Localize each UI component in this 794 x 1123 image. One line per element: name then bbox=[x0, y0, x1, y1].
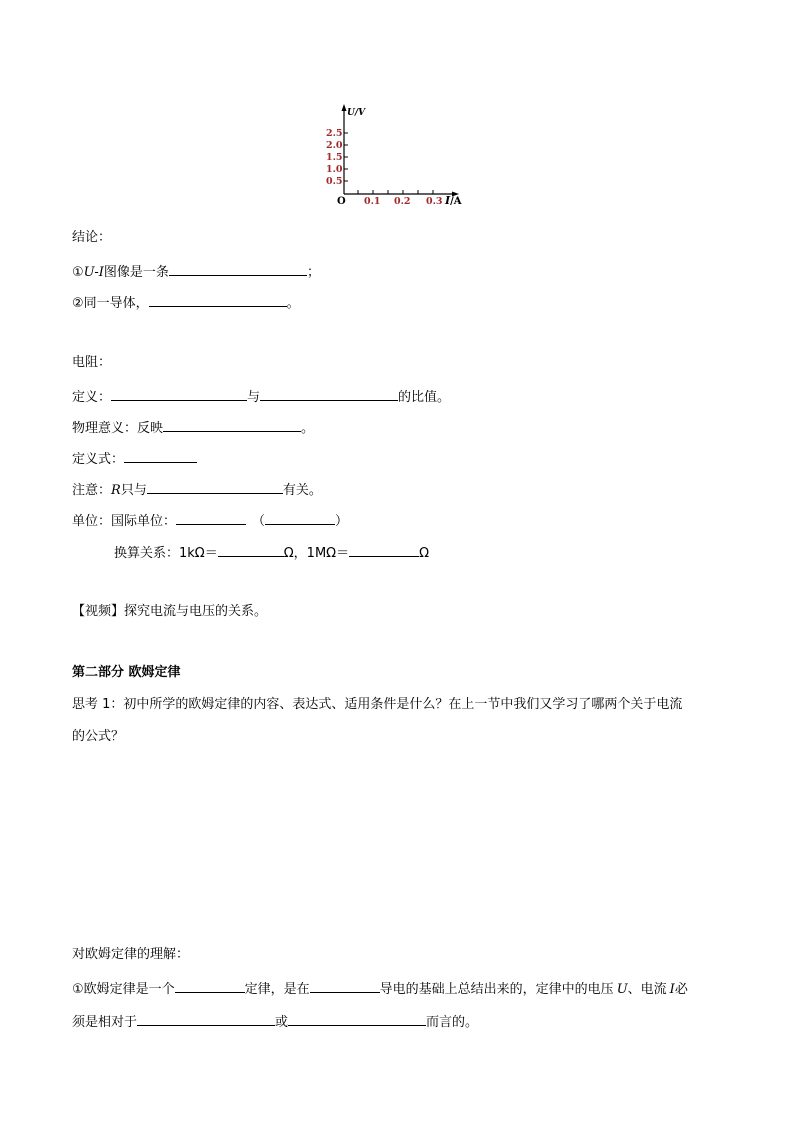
conclusion-heading: 结论： bbox=[72, 230, 112, 245]
fill-in-blank[interactable] bbox=[176, 511, 246, 525]
x-tick-label: 0.3 bbox=[426, 196, 443, 207]
item-text: 图像是一条 bbox=[103, 265, 169, 280]
fill-in-blank[interactable] bbox=[175, 979, 245, 993]
y-tick-label: 1.0 bbox=[326, 164, 343, 175]
resistance-note bbox=[72, 480, 322, 499]
fill-in-blank[interactable] bbox=[163, 418, 301, 432]
y-axis-label: U/V bbox=[347, 108, 366, 118]
fill-in-blank[interactable] bbox=[310, 979, 380, 993]
i-variable: I bbox=[669, 982, 675, 997]
understanding-heading: 对欧姆定律的理解： bbox=[72, 947, 190, 962]
r-variable: R bbox=[111, 483, 121, 498]
x-ticks bbox=[358, 190, 433, 194]
y-tick-label: 2.5 bbox=[326, 128, 343, 139]
y-tick-label: 2.0 bbox=[326, 140, 343, 151]
x-tick-label: 0.2 bbox=[394, 196, 411, 207]
meaning-label: 物理意义：反映 bbox=[72, 421, 164, 436]
item-text: ②同一导体， bbox=[72, 296, 149, 311]
fill-in-blank[interactable] bbox=[147, 480, 283, 494]
fill-in-blank[interactable] bbox=[111, 387, 247, 401]
think-question-line-1: 思考 1：初中所学的欧姆定律的内容、表达式、适用条件是什么？在上一节中我们又学习了哪两个关于电流 bbox=[72, 697, 683, 712]
item-text: 必 bbox=[674, 982, 688, 997]
conversion-suffix: Ω bbox=[419, 546, 430, 561]
item-text: ①欧姆定律是一个 bbox=[72, 982, 175, 997]
unit-conversion bbox=[114, 543, 429, 562]
u-i-graph bbox=[318, 98, 478, 208]
resistance-definition bbox=[72, 387, 450, 406]
conclusion-item-2 bbox=[72, 293, 300, 312]
resistance-unit bbox=[72, 511, 348, 530]
fill-in-blank[interactable] bbox=[260, 387, 398, 401]
note-suffix: 有关。 bbox=[282, 483, 322, 498]
item-text: 导电的基础上总结出来的，定律中的电压 bbox=[379, 982, 614, 997]
item-text: 须是相对于 bbox=[72, 1015, 138, 1030]
think-question-line-2: 的公式？ bbox=[72, 729, 125, 744]
note-mid: 只与 bbox=[120, 483, 147, 498]
note-label: 注意： bbox=[72, 483, 112, 498]
item-suffix: ； bbox=[306, 265, 320, 280]
x-axis-unit: /A bbox=[450, 196, 462, 207]
definition-suffix: 的比值。 bbox=[398, 390, 451, 405]
x-axis-var: I bbox=[445, 194, 451, 207]
conversion-label: 换算关系：1kΩ＝ bbox=[114, 546, 218, 561]
section-title: 第二部分 欧姆定律 bbox=[72, 665, 181, 680]
meaning-suffix: 。 bbox=[301, 421, 315, 436]
item-text: 定律，是在 bbox=[244, 982, 310, 997]
fill-in-blank[interactable] bbox=[265, 511, 335, 525]
item-text: 而言的。 bbox=[426, 1015, 479, 1030]
fill-in-blank[interactable] bbox=[124, 449, 197, 463]
conclusion-item-1 bbox=[72, 262, 320, 281]
video-note: 【视频】探究电流与电压的关系。 bbox=[72, 604, 268, 619]
conversion-mid: Ω，1MΩ＝ bbox=[283, 546, 350, 561]
fill-in-blank[interactable] bbox=[288, 1012, 426, 1026]
y-ticks bbox=[344, 133, 348, 181]
fill-in-blank[interactable] bbox=[218, 543, 284, 557]
understanding-item-1-line-2 bbox=[72, 1012, 478, 1031]
origin-label: O bbox=[337, 196, 346, 207]
y-tick-label: 0.5 bbox=[326, 176, 343, 187]
fill-in-blank[interactable] bbox=[149, 293, 287, 307]
item-suffix: 。 bbox=[286, 296, 300, 311]
item-text: 或 bbox=[275, 1015, 289, 1030]
u-variable: U bbox=[616, 982, 628, 997]
resistance-heading: 电阻： bbox=[72, 355, 112, 370]
understanding-item-1-line-1 bbox=[72, 979, 688, 998]
ui-variable: U-I bbox=[83, 265, 104, 280]
definition-label: 定义： bbox=[72, 390, 112, 405]
circle-number: ① bbox=[72, 265, 84, 280]
paren-close: ） bbox=[335, 514, 349, 529]
item-text: 、电流 bbox=[627, 982, 667, 997]
fill-in-blank[interactable] bbox=[349, 543, 419, 557]
formula-label: 定义式： bbox=[72, 452, 125, 467]
x-tick-label: 0.1 bbox=[364, 196, 381, 207]
resistance-formula bbox=[72, 449, 197, 468]
unit-label: 单位：国际单位： bbox=[72, 514, 177, 529]
fill-in-blank[interactable] bbox=[169, 262, 307, 276]
definition-mid: 与 bbox=[247, 390, 261, 405]
y-tick-label: 1.5 bbox=[326, 152, 343, 163]
resistance-meaning bbox=[72, 418, 314, 437]
y-axis-arrow bbox=[342, 104, 347, 111]
fill-in-blank[interactable] bbox=[137, 1012, 275, 1026]
x-axis-label bbox=[444, 194, 462, 207]
paren-open: （ bbox=[252, 514, 266, 529]
